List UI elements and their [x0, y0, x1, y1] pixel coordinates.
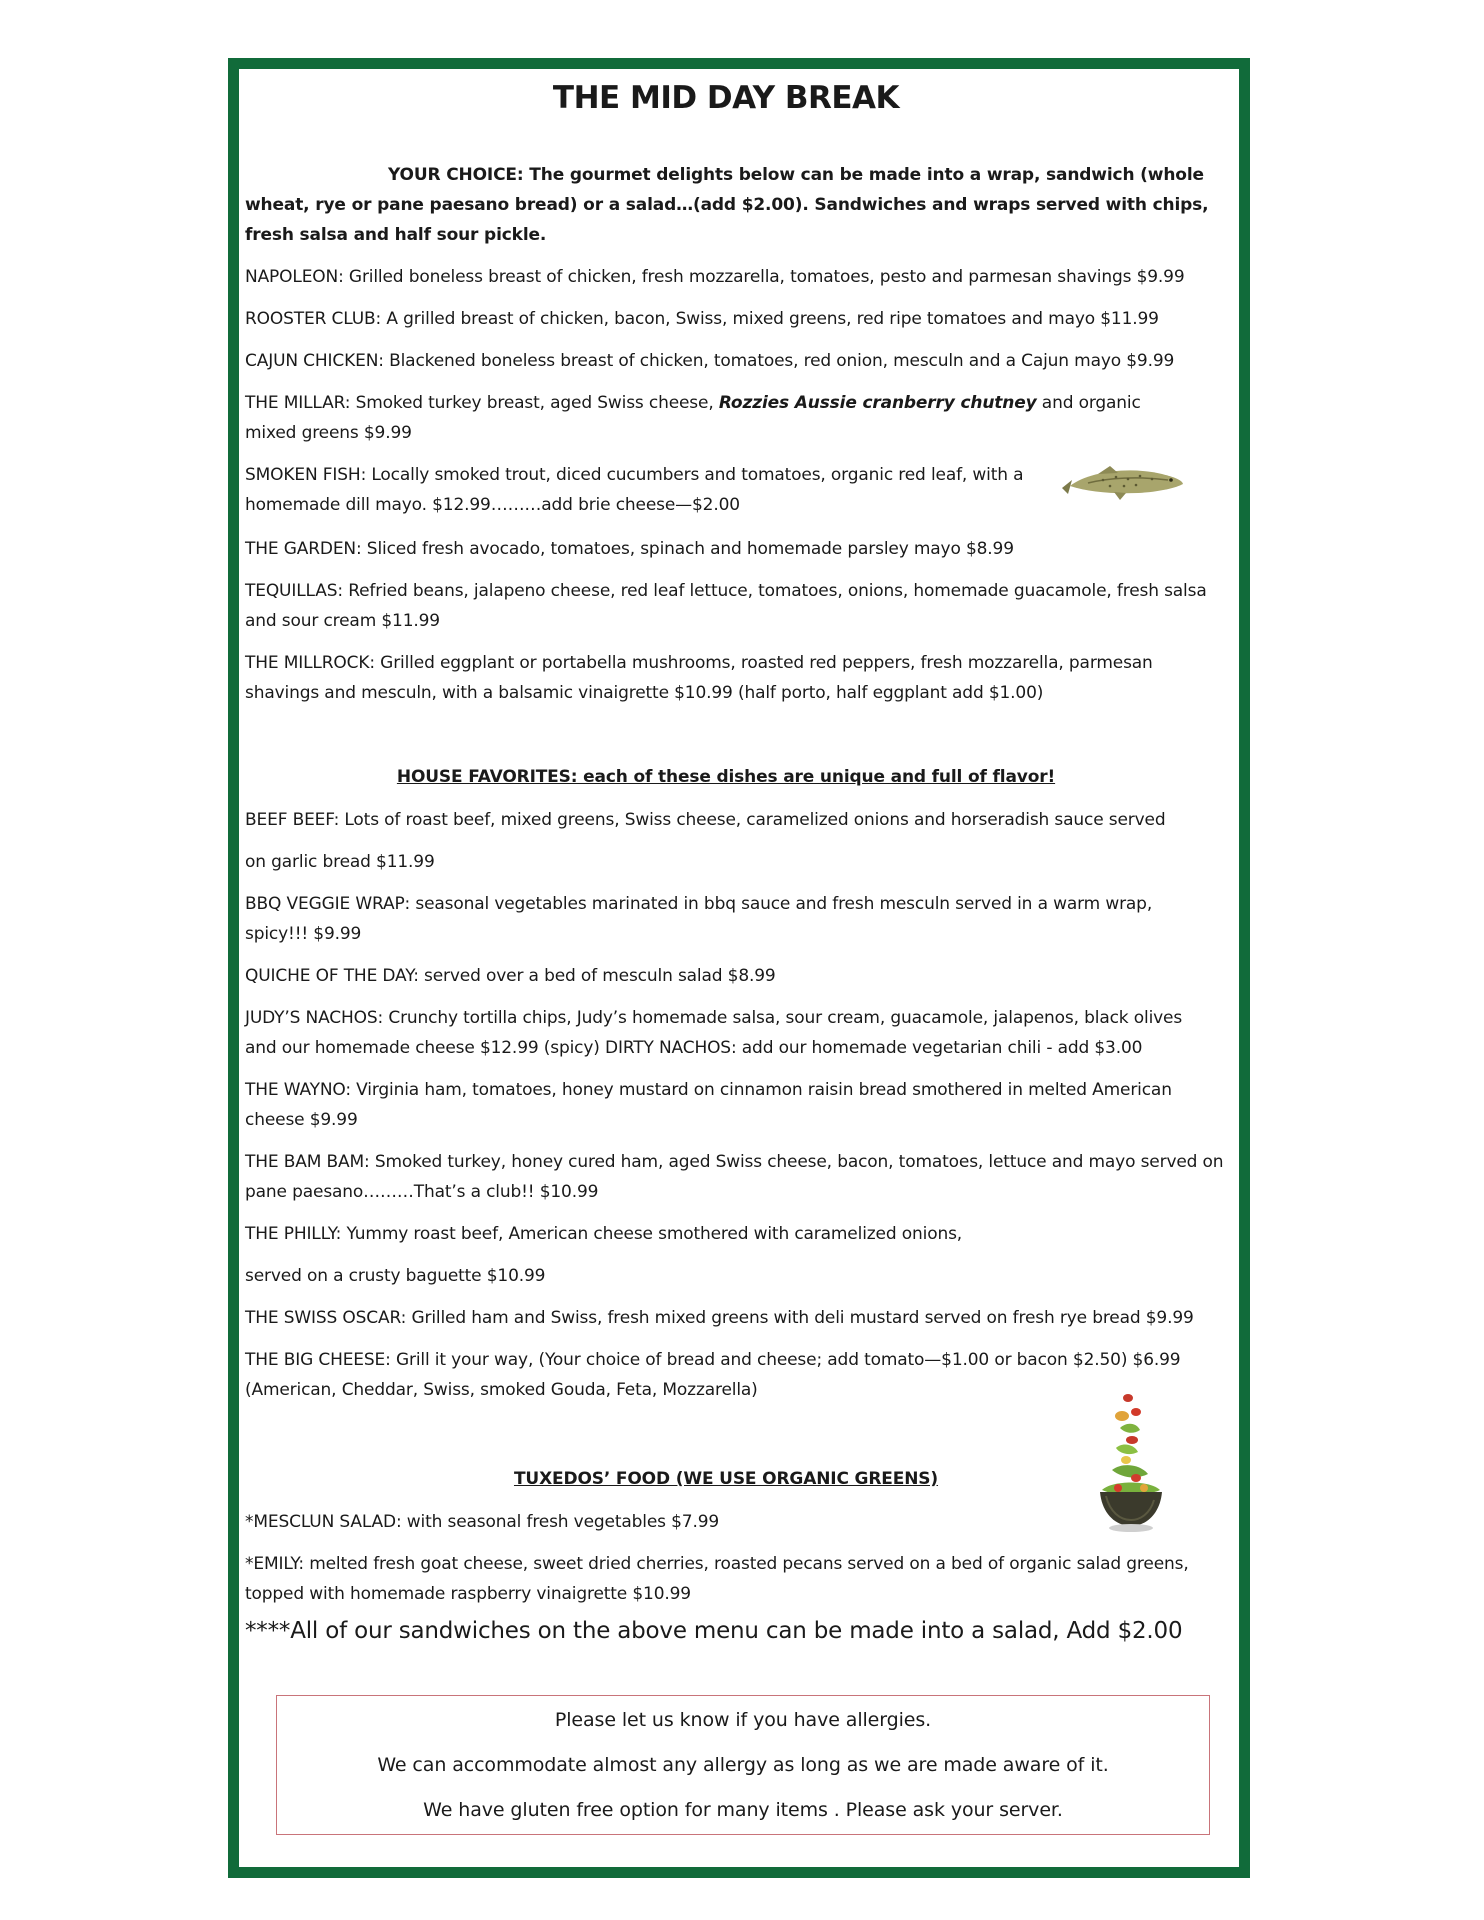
- item-tequillas: TEQUILLAS: Refried beans, jalapeno cheese, red leaf lettuce, tomatoes, onions, homemade guacamole, fresh salsa and sour cream $11.99: [245, 581, 1207, 631]
- allergy-line-3: We have gluten free option for many items . Please ask your server.: [423, 1799, 1063, 1821]
- item-mesclun-salad: *MESCLUN SALAD: with seasonal fresh vegetables $7.99: [245, 1512, 720, 1532]
- big-cheese-line-2: (American, Cheddar, Swiss, smoked Gouda, Feta, Mozzarella): [245, 1380, 758, 1400]
- item-emily: *EMILY: melted fresh goat cheese, sweet dried cherries, roasted pecans served on a bed of organic salad greens, topped with homemade raspberry vinaigrette $10.99: [245, 1554, 1189, 1604]
- fish-illustration: [1058, 458, 1184, 504]
- item-the-wayno: THE WAYNO: Virginia ham, tomatoes, honey mustard on cinnamon raisin bread smothered in melted American cheese $9.99: [245, 1080, 1172, 1130]
- item-beef-beef-line-1: BEEF BEEF: Lots of roast beef, mixed greens, Swiss cheese, caramelized onions and horseradish sauce served: [245, 810, 1166, 830]
- menu-title: THE MID DAY BREAK: [552, 80, 900, 116]
- item-quiche: QUICHE OF THE DAY: served over a bed of mesculn salad $8.99: [245, 966, 776, 986]
- item-the-bam-bam: THE BAM BAM: Smoked turkey, honey cured ham, aged Swiss cheese, bacon, tomatoes, lettuce and mayo served on pane paesano………That’s a club!! $10.99: [245, 1152, 1224, 1202]
- millar-chutney: Rozzies Aussie cranberry chutney: [718, 393, 1037, 413]
- item-the-millrock: THE MILLROCK: Grilled eggplant or portabella mushrooms, roasted red peppers, fresh mozzarella, parmesan shavings and mesculn, with a balsamic vinaigrette $10.99 (half porto, half eggplant add $1.00): [245, 653, 1153, 703]
- salad-note: ****All of our sandwiches on the above menu can be made into a salad, Add $2.00: [245, 1618, 1183, 1644]
- house-favorites-heading: HOUSE FAVORITES: each of these dishes are unique and full of flavor!: [396, 767, 1056, 787]
- millar-text-end: and organic mixed greens $9.99: [245, 393, 1141, 443]
- tuxedos-food-heading: TUXEDOS’ FOOD (WE USE ORGANIC GREENS): [513, 1469, 939, 1489]
- item-bbq-veggie-wrap: BBQ VEGGIE WRAP: seasonal vegetables marinated in bbq sauce and fresh mesculn served in a warm wrap, spicy!!! $9.99: [245, 894, 1153, 944]
- intro-text: [245, 160, 1235, 250]
- item-the-swiss-oscar: THE SWISS OSCAR: Grilled ham and Swiss, fresh mixed greens with deli mustard served on fresh rye bread $9.99: [245, 1308, 1194, 1328]
- item-the-philly-line-1: THE PHILLY: Yummy roast beef, American cheese smothered with caramelized onions,: [245, 1224, 963, 1244]
- item-the-philly-line-2: served on a crusty baguette $10.99: [245, 1266, 546, 1286]
- item-the-big-cheese: [245, 1345, 1235, 1405]
- smoken-line-2: homemade dill mayo. $12.99………add brie cheese—$2.00: [245, 495, 740, 515]
- item-beef-beef-line-2: on garlic bread $11.99: [245, 852, 435, 872]
- nachos-line-2: and our homemade cheese $12.99 (spicy) DIRTY NACHOS: add our homemade vegetarian chili - add $3.00: [245, 1038, 1143, 1058]
- item-rooster-club: ROOSTER CLUB: A grilled breast of chicken, bacon, Swiss, mixed greens, red ripe tomatoes and mayo $11.99: [245, 309, 1159, 329]
- smoken-line-1: SMOKEN FISH: Locally smoked trout, diced cucumbers and tomatoes, organic red leaf, with a: [245, 465, 1024, 485]
- nachos-line-1: JUDY’S NACHOS: Crunchy tortilla chips, Judy’s homemade salsa, sour cream, guacamole, jalapenos, black olives: [245, 1008, 1183, 1028]
- allergy-line-2: We can accommodate almost any allergy as long as we are made aware of it.: [377, 1754, 1109, 1776]
- item-judys-nachos: [245, 1003, 1235, 1063]
- millar-text: THE MILLAR: Smoked turkey breast, aged Swiss cheese,: [245, 393, 719, 413]
- intro-content: YOUR CHOICE: The gourmet delights below can be made into a wrap, sandwich (whole wheat, rye or pane paesano bread) or a salad…(add $2.00). Sandwiches and wraps served with chips, fresh salsa and half sour pickle.: [245, 165, 1209, 245]
- item-the-millar: [245, 388, 1195, 448]
- item-napoleon: NAPOLEON: Grilled boneless breast of chicken, fresh mozzarella, tomatoes, pesto and parmesan shavings $9.99: [245, 267, 1185, 287]
- allergy-notice: [276, 1695, 1210, 1835]
- item-cajun-chicken: CAJUN CHICKEN: Blackened boneless breast of chicken, tomatoes, red onion, mesculn and a Cajun mayo $9.99: [245, 351, 1175, 371]
- big-cheese-line-1: THE BIG CHEESE: Grill it your way, (Your choice of bread and cheese; add tomato—$1.00 or bacon $2.50) $6.99: [245, 1350, 1181, 1370]
- item-the-garden: THE GARDEN: Sliced fresh avocado, tomatoes, spinach and homemade parsley mayo $8.99: [245, 539, 1014, 559]
- allergy-line-1: Please let us know if you have allergies.: [554, 1709, 932, 1731]
